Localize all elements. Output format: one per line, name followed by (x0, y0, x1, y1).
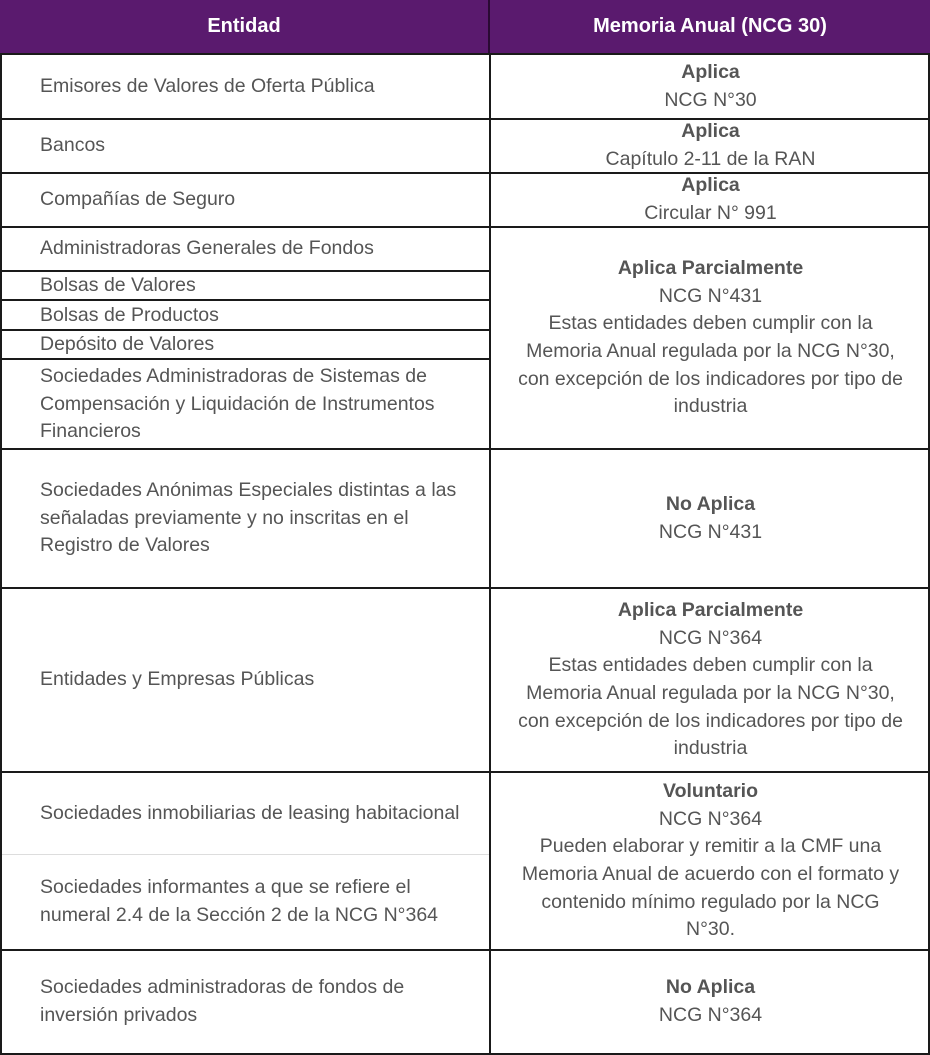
status-line: Memoria Anual regulada por la NCG N°30, (526, 682, 895, 704)
status-line: NCG N°30 (664, 88, 757, 111)
status-title: Voluntario (663, 780, 758, 803)
row-divider (0, 299, 491, 301)
entity-label: Administradoras Generales de Fondos (40, 237, 374, 260)
status-line: NCG N°364 (658, 807, 763, 830)
row-divider (0, 358, 491, 360)
status-title: Aplica (681, 60, 740, 83)
entity-cell (0, 361, 491, 448)
row-divider (0, 172, 930, 174)
status-line: NCG N°431 (658, 284, 763, 307)
status-line: NCG N°364 (658, 1004, 763, 1026)
memoria-cell (491, 55, 930, 118)
entity-cell (0, 55, 491, 118)
status-line: Circular N° 991 (644, 202, 777, 224)
row-divider (0, 854, 491, 855)
column-header-memoria: Memoria Anual (NCG 30) (490, 0, 930, 53)
entity-cell (0, 589, 491, 771)
status-line: NCG N°431 (658, 520, 763, 543)
entity-cell (0, 302, 491, 330)
status-line: industria (673, 395, 748, 418)
status-line: NCG N°364 (658, 626, 763, 649)
entity-cell (0, 120, 491, 172)
entity-cell (0, 331, 491, 359)
entity-label: Compañías de Seguro (40, 188, 236, 211)
row-divider (0, 118, 930, 120)
entity-label: Bolsas de Productos (40, 304, 219, 327)
status-line: Estas entidades deben cumplir con la (548, 654, 873, 677)
status-line: N°30. (686, 918, 735, 941)
memoria-cell (491, 951, 930, 1053)
entity-label: Emisores de Valores de Oferta Pública (40, 74, 375, 97)
status-title: Aplica (681, 174, 740, 197)
entity-label: Bancos (40, 134, 106, 157)
row-divider (0, 270, 491, 272)
entity-label: Sociedades Administradoras de Sistemas de Compensación y Liquidación de Instrumentos Financieros (40, 365, 435, 443)
row-divider (0, 771, 930, 773)
entity-label: Sociedades Anónimas Especiales distintas a las señaladas previamente y no inscritas en el Registro de Valores (40, 479, 457, 557)
status-line: industria (673, 737, 748, 760)
column-divider (489, 53, 491, 1055)
entity-label: Bolsas de Valores (40, 274, 196, 297)
entity-cell (0, 773, 491, 854)
memoria-cell (491, 773, 930, 949)
memoria-cell (491, 589, 930, 771)
entity-label: Sociedades administradoras de fondos de inversión privados (40, 976, 405, 1026)
entity-cell (0, 228, 491, 270)
status-line: contenido mínimo regulado por la NCG (541, 890, 880, 913)
status-title: Aplica Parcialmente (617, 599, 804, 622)
status-title: No Aplica (665, 492, 756, 515)
status-line: con excepción de los indicadores por tipo de (518, 709, 903, 732)
row-divider (0, 587, 930, 589)
entity-cell (0, 272, 491, 300)
row-divider (0, 448, 930, 450)
row-divider (0, 329, 491, 331)
entity-label: Entidades y Empresas Públicas (40, 668, 315, 691)
row-divider (0, 226, 930, 228)
status-line: Estas entidades deben cumplir con la (548, 312, 873, 335)
status-title: Aplica Parcialmente (617, 257, 804, 280)
entity-cell (0, 174, 491, 226)
memoria-cell (491, 120, 930, 172)
status-line: Memoria Anual de acuerdo con el formato y (521, 863, 900, 885)
status-line: Memoria Anual regulada por la NCG N°30, (526, 340, 895, 362)
row-divider (0, 53, 930, 55)
status-title: Aplica (681, 120, 740, 143)
memoria-cell (491, 174, 930, 226)
entity-cell (0, 951, 491, 1053)
entity-cell (0, 450, 491, 587)
status-line: Capítulo 2-11 de la RAN (605, 148, 816, 170)
memoria-cell (491, 228, 930, 448)
column-divider (0, 53, 2, 1055)
entity-cell (0, 855, 491, 949)
status-line: Pueden elaborar y remitir a la CMF una (539, 835, 882, 858)
entity-label: Sociedades informantes a que se refiere el numeral 2.4 de la Sección 2 de la NCG N°364 (40, 876, 439, 926)
entity-label: Sociedades inmobiliarias de leasing habitacional (40, 801, 460, 824)
memoria-cell (491, 450, 930, 587)
status-line: con excepción de los indicadores por tipo de (518, 367, 903, 390)
status-title: No Aplica (665, 976, 756, 999)
entity-label: Depósito de Valores (40, 333, 215, 356)
column-header-entidad: Entidad (0, 0, 490, 53)
row-divider (0, 949, 930, 951)
